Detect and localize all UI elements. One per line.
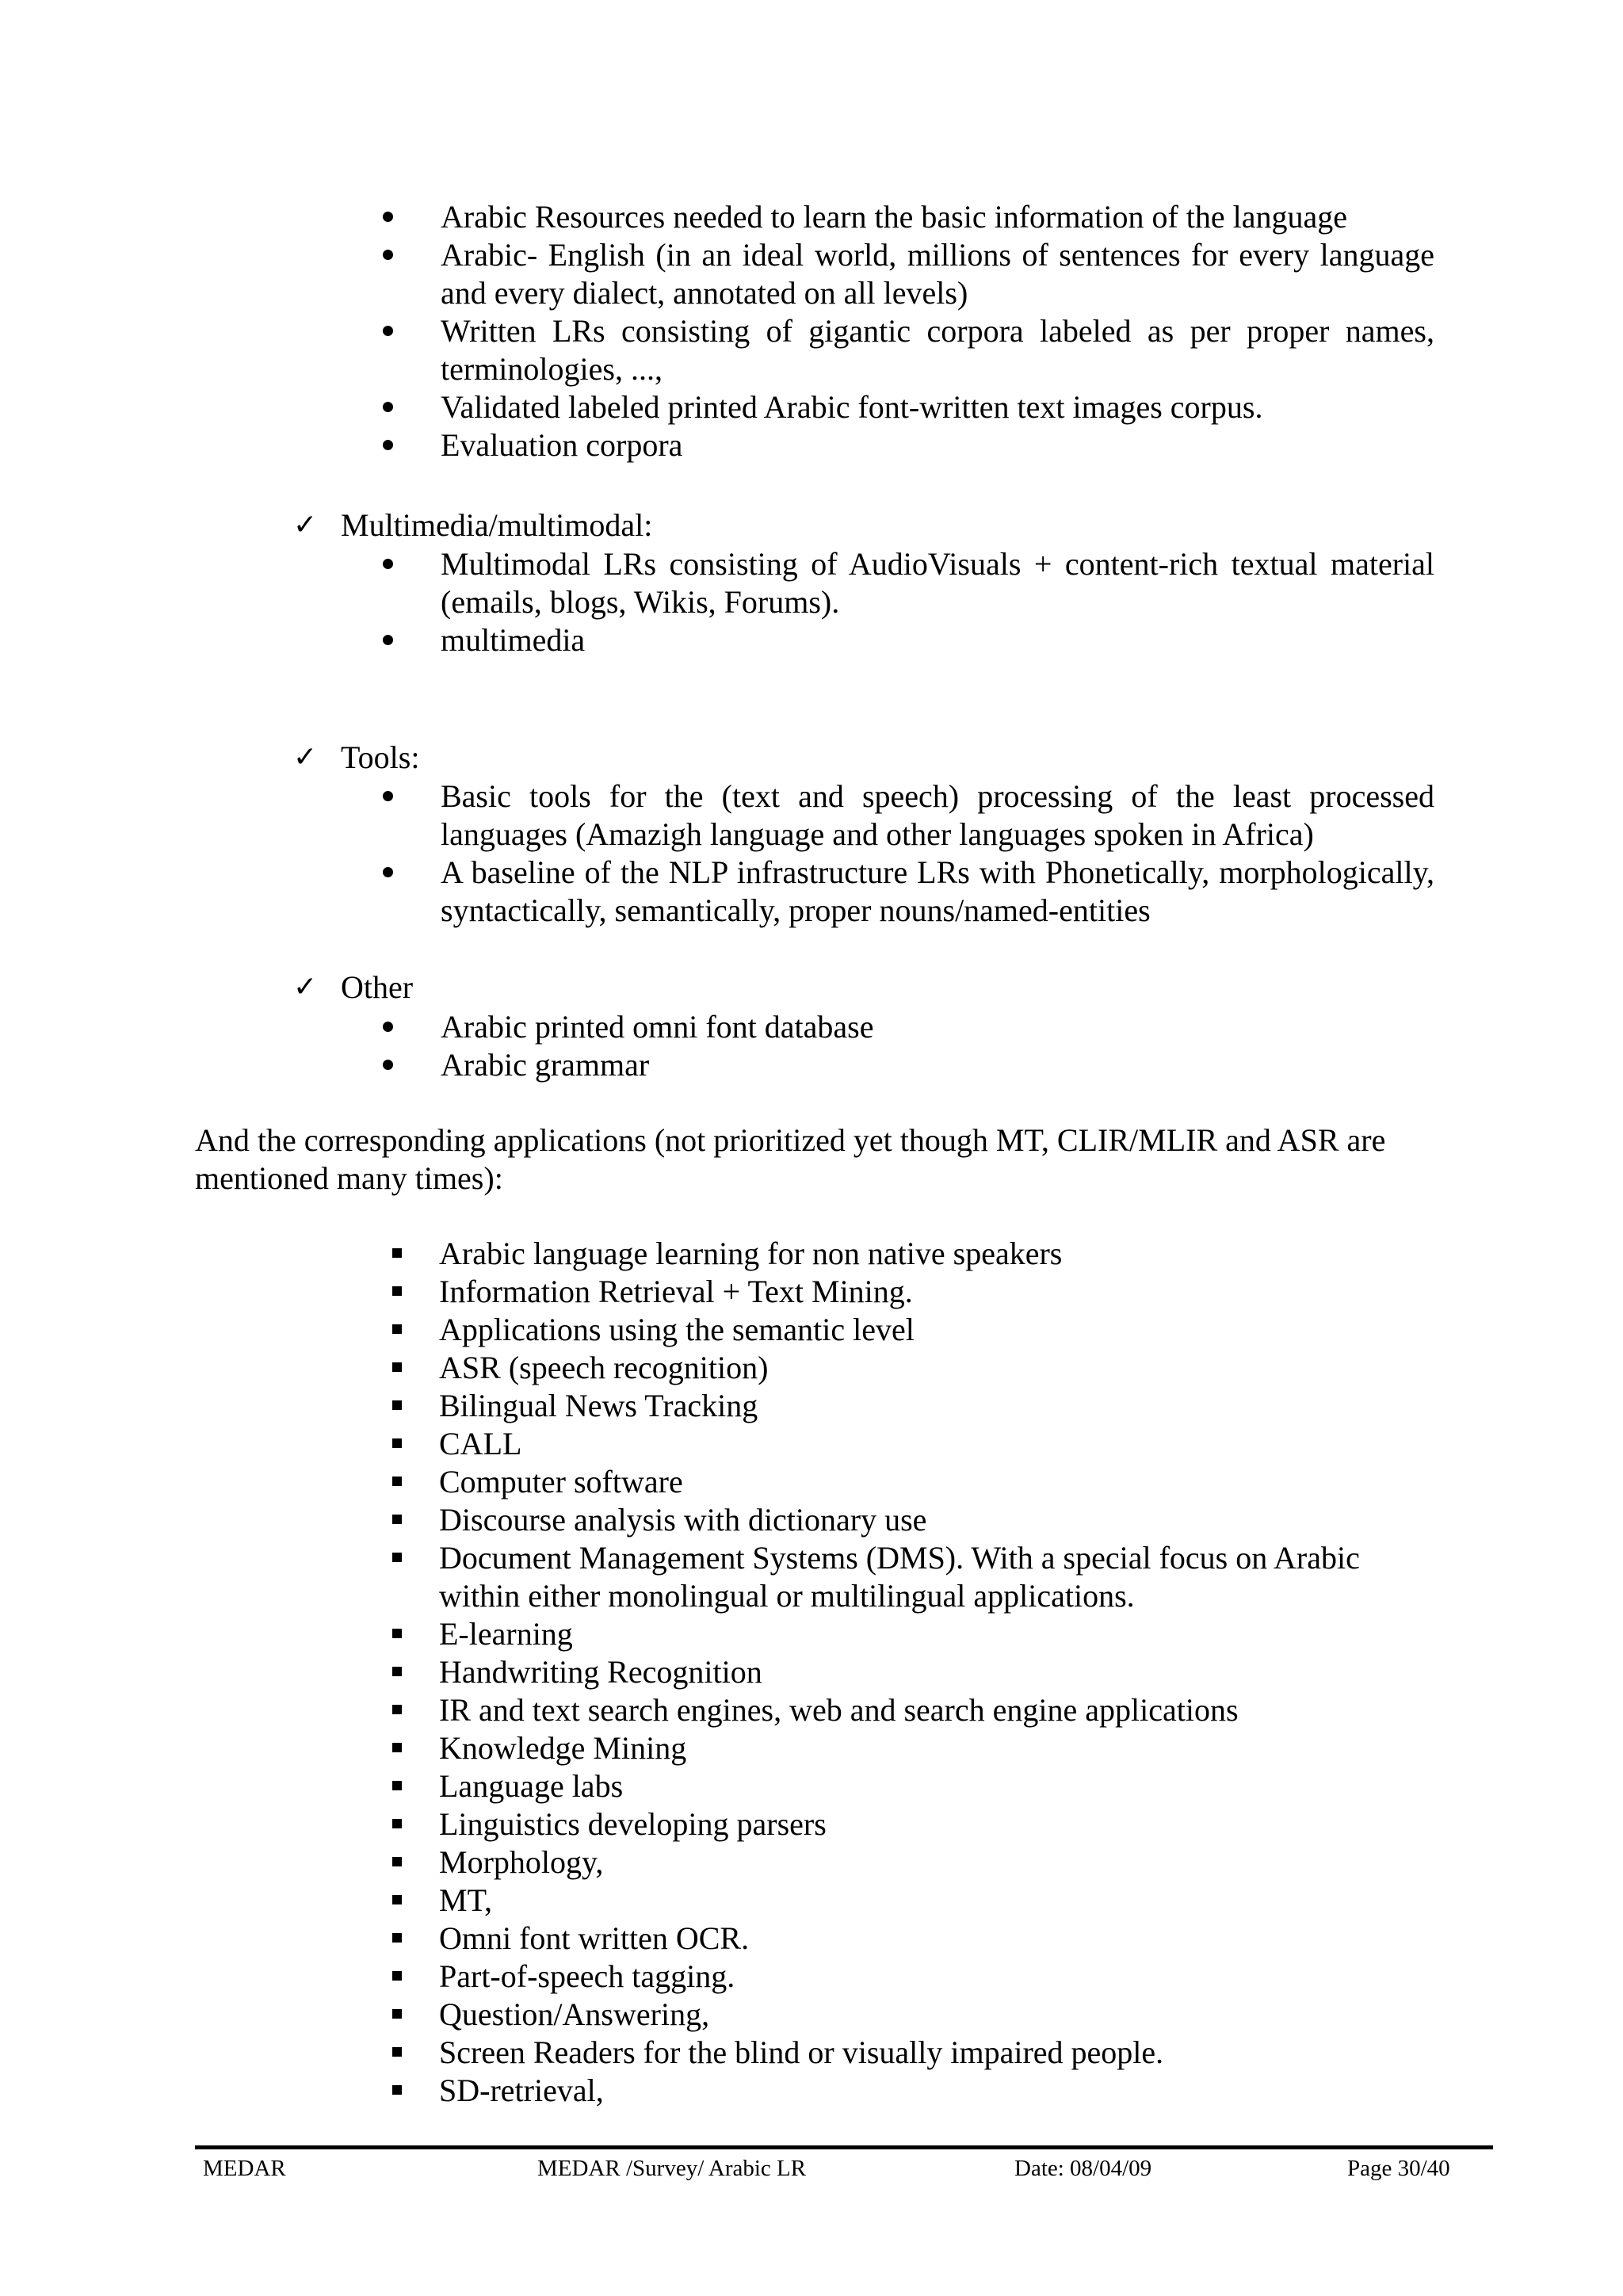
list-item-text: Arabic Resources needed to learn the basic information of the language [441, 199, 1348, 235]
bullet-icon [0, 236, 441, 274]
page-footer [0, 2154, 1623, 2186]
list-item [0, 1539, 1623, 1615]
list-item-text: Arabic printed omni font database [441, 1009, 874, 1045]
bullet-icon [0, 854, 441, 892]
bullet-icon [0, 388, 441, 426]
square-bullet-icon [0, 1463, 439, 1501]
list-item-text: Handwriting Recognition [439, 1654, 762, 1690]
square-bullet-icon [0, 1387, 439, 1425]
list-item [0, 1653, 1623, 1691]
applications-list [0, 1235, 1623, 2110]
other-list [0, 1008, 1623, 1084]
list-item [0, 1463, 1623, 1501]
list-item [0, 1996, 1623, 2034]
list-item [0, 1349, 1623, 1387]
bullet-icon [0, 426, 441, 464]
list-item-text: Discourse analysis with dictionary use [439, 1502, 927, 1538]
list-item-text: Bilingual News Tracking [439, 1388, 758, 1423]
square-bullet-icon [0, 2072, 439, 2110]
check-icon: ✓ [293, 971, 318, 1003]
list-item-text: Morphology, [439, 1844, 604, 1880]
footer-date: Date: 08/04/09 [1014, 2156, 1152, 2181]
square-bullet-icon [0, 1805, 439, 1843]
list-item [0, 1958, 1623, 1996]
list-item [0, 854, 1623, 930]
list-item-text: Part-of-speech tagging. [439, 1958, 735, 1994]
list-item [0, 1729, 1623, 1767]
list-item-text: Computer software [439, 1464, 683, 1499]
list-item-text: SD-retrieval, [439, 2073, 604, 2108]
square-bullet-icon [0, 1767, 439, 1805]
list-item-text: Validated labeled printed Arabic font-written text images corpus. [441, 389, 1263, 425]
written-resources-list [0, 198, 1623, 464]
list-item [0, 545, 1623, 621]
list-item [0, 2034, 1623, 2072]
tools-list [0, 777, 1623, 930]
list-item [0, 1235, 1623, 1273]
list-item [0, 426, 1623, 464]
square-bullet-icon [0, 1691, 439, 1729]
list-item-text: Arabic grammar [441, 1047, 650, 1083]
list-item [0, 1615, 1623, 1653]
list-item [0, 1920, 1623, 1958]
check-icon: ✓ [293, 741, 318, 774]
list-item-text: Screen Readers for the blind or visually impaired people. [439, 2034, 1164, 2070]
list-item [0, 1425, 1623, 1463]
list-item-text: Arabic language learning for non native speakers [439, 1236, 1063, 1271]
footer-page-number: Page 30/40 [1347, 2156, 1450, 2181]
section-heading: Other [341, 969, 414, 1005]
list-item [0, 1311, 1623, 1349]
square-bullet-icon [0, 1615, 439, 1653]
list-item-text: Written LRs consisting of gigantic corpora labeled as per proper names, terminologies, ..., [441, 313, 1434, 387]
list-item [0, 1501, 1623, 1539]
list-item [0, 1767, 1623, 1805]
square-bullet-icon [0, 1958, 439, 1996]
list-item-text: ASR (speech recognition) [439, 1350, 769, 1385]
list-item [0, 1273, 1623, 1311]
list-item-text: Knowledge Mining [439, 1730, 687, 1766]
square-bullet-icon [0, 1843, 439, 1881]
list-item [0, 1387, 1623, 1425]
list-item-text: Arabic- English (in an ideal world, millions of sentences for every language and every dialect, annotated on all levels) [441, 237, 1434, 311]
list-item [0, 198, 1623, 236]
list-item [0, 2072, 1623, 2110]
footer-divider [195, 2145, 1493, 2149]
footer-document-title: MEDAR /Survey/ Arabic LR [537, 2156, 807, 2181]
square-bullet-icon [0, 1996, 439, 2034]
list-item [0, 1008, 1623, 1046]
square-bullet-icon [0, 1653, 439, 1691]
list-item-text: A baseline of the NLP infrastructure LRs with Phonetically, morphologically, syntactically, semantically, proper nouns/named-entities [441, 854, 1434, 928]
list-item [0, 236, 1623, 312]
list-item-text: Document Management Systems (DMS). With a special focus on Arabic within either monolingual or multilingual applications. [439, 1540, 1360, 1614]
tools-heading [293, 739, 1244, 777]
bullet-icon [0, 198, 441, 236]
list-item [0, 1843, 1623, 1881]
square-bullet-icon [0, 1881, 439, 1920]
list-item-text: IR and text search engines, web and search engine applications [439, 1692, 1239, 1728]
other-heading [293, 968, 1244, 1007]
square-bullet-icon [0, 1425, 439, 1463]
list-item [0, 777, 1623, 854]
footer-project: MEDAR [203, 2156, 286, 2181]
list-item-text: Language labs [439, 1768, 624, 1804]
check-icon: ✓ [293, 509, 318, 541]
bullet-icon [0, 777, 441, 816]
list-item-text: E-learning [439, 1616, 573, 1652]
list-item [0, 1881, 1623, 1920]
list-item [0, 1691, 1623, 1729]
square-bullet-icon [0, 1349, 439, 1387]
list-item [0, 621, 1623, 659]
list-item-text: Basic tools for the (text and speech) processing of the least processed languages (Amazigh language and other languages spoken in Africa) [441, 778, 1434, 852]
multimedia-heading [293, 506, 1244, 544]
list-item-text: Multimodal LRs consisting of AudioVisuals + content-rich textual material (emails, blogs, Wikis, Forums). [441, 546, 1434, 620]
list-item-text: Evaluation corpora [441, 427, 683, 463]
list-item-text: Question/Answering, [439, 1996, 710, 2032]
square-bullet-icon [0, 1729, 439, 1767]
list-item [0, 312, 1623, 388]
list-item-text: MT, [439, 1882, 493, 1918]
multimedia-list [0, 545, 1623, 659]
bullet-icon [0, 1008, 441, 1046]
bullet-icon [0, 1046, 441, 1084]
section-heading: Multimedia/multimodal: [341, 507, 653, 543]
section-heading: Tools: [341, 739, 420, 775]
square-bullet-icon [0, 1501, 439, 1539]
list-item [0, 1805, 1623, 1843]
bullet-icon [0, 545, 441, 583]
square-bullet-icon [0, 1920, 439, 1958]
list-item-text: Information Retrieval + Text Mining. [439, 1274, 913, 1309]
applications-intro: And the corresponding applications (not prioritized yet though MT, CLIR/MLIR and ASR are mentioned many times): [195, 1122, 1386, 1196]
square-bullet-icon [0, 1235, 439, 1273]
list-item-text: multimedia [441, 622, 586, 658]
square-bullet-icon [0, 1273, 439, 1311]
list-item-text: Linguistics developing parsers [439, 1806, 827, 1842]
square-bullet-icon [0, 1311, 439, 1349]
square-bullet-icon [0, 1539, 439, 1577]
list-item-text: Omni font written OCR. [439, 1920, 750, 1956]
list-item-text: Applications using the semantic level [439, 1312, 915, 1347]
list-item [0, 1046, 1623, 1084]
bullet-icon [0, 621, 441, 659]
list-item [0, 388, 1623, 426]
list-item-text: CALL [439, 1426, 522, 1461]
square-bullet-icon [0, 2034, 439, 2072]
bullet-icon [0, 312, 441, 350]
